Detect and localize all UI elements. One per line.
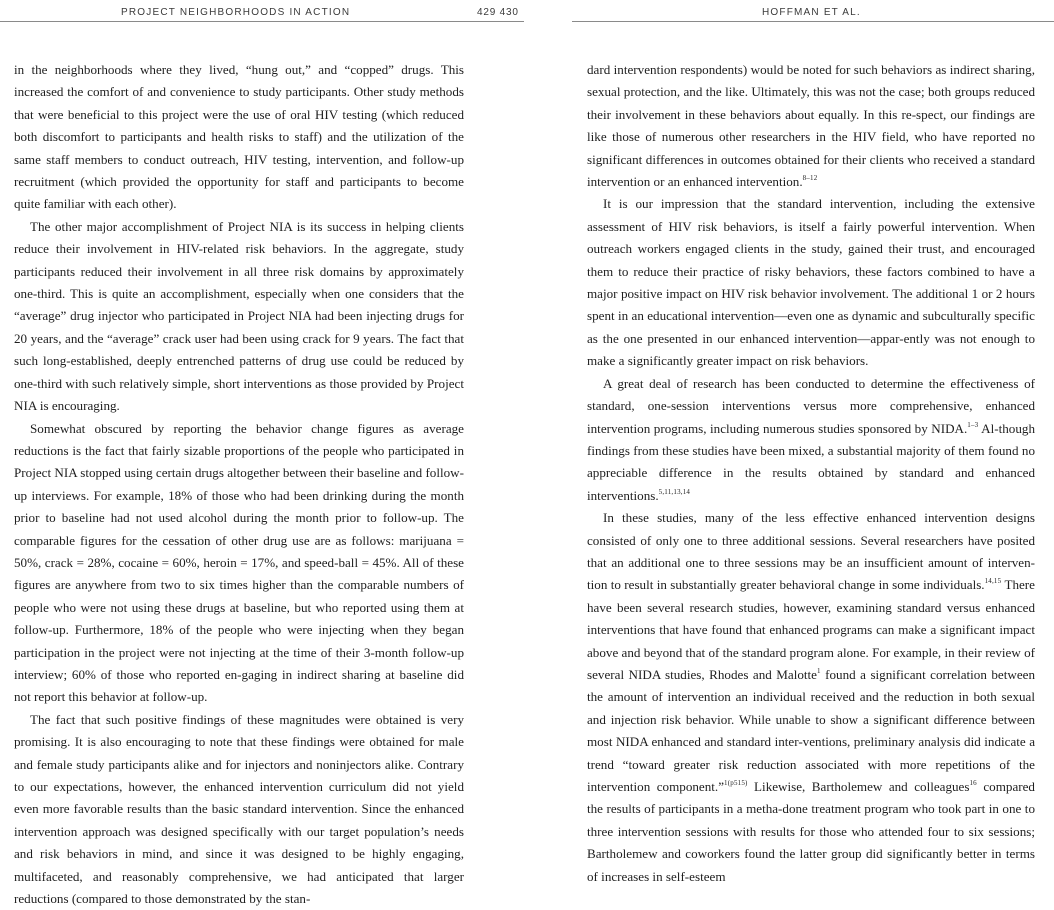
paragraph-text: Likewise, Bartholemew and colleagues (747, 779, 970, 794)
header-rule-right (572, 21, 1054, 22)
paragraph: The fact that such positive findings of these magnitudes were obtained is very promising. It is also encouraging to note that these findings were obtained for male and female study participants alike and for injectors and noninjectors alike. Contrary to our expectations, however, the enhanced intervention curriculum did not yield even more favorable results than the basic standard intervention. Since the enhanced intervention approach was designed specifically with our target population’s needs and risk behaviors in mind, and since it was designed to be highly engaging, multifaceted, and reasonably comprehensive, we had anticipated that larger reductions (compared to those demonstrated by the stan- (14, 711, 464, 907)
citation-superscript: 1–3 (967, 420, 979, 429)
paragraph-text: found a significant correlation between the amount of intervention an individual received and the reduction in both sexual and injection risk behavior. While unable to show a significant difference between most NIDA enhanced and standard inter-ventions, preliminary analysis did indicate a trend “toward greater risk reduction associated with more repetitions of the intervention component.” (587, 666, 1035, 794)
paragraph-text: compared the results of participants in a metha-done treatment program who took part in one to three intervention sessions with results for those who attended four to six sessions; Bartholemew and coworkers found the latter group did significantly better in terms of increases in self-esteem (587, 779, 1035, 884)
right-page-column (587, 59, 1035, 888)
paragraph-text: In these studies, many of the less effective enhanced intervention designs consisted of only one to three additional sessions. Several researchers have posited that an additional one to three sessions may be an insufficient amount of interven-tion to result in substantially greater behavioral change in some individuals. (587, 510, 1035, 593)
citation-superscript: 8–12 (802, 174, 818, 183)
paragraph: in the neighborhoods where they lived, “hung out,” and “copped” drugs. This increased the comfort of and convenience to study participants. Other study methods that were beneficial to this project were the use of oral HIV testing (which reduced both discomfort to participants and health risks to staff) and the utilization of the same staff members to conduct outreach, HIV testing, intervention, and follow-up recruitment (which provided the opportunity for staff and participants to become quite familiar with each other). (14, 62, 464, 212)
paragraph (587, 59, 1035, 193)
header-rule-left (0, 21, 524, 22)
paragraph-text: Al-though findings from these studies have been mixed, a substantial majority of them found no appreciable difference in the results obtained by standard and enhanced interventions. (587, 420, 1035, 503)
citation-superscript: 5,11,13,14 (658, 487, 691, 496)
citation-superscript: 16 (969, 779, 977, 787)
paragraph-text: dard intervention respondents) would be noted for such behaviors as indirect sharing, sexual protection, and the like. Ultimately, this was not the case; both groups reduced their involvement in these behaviors about equally. In this re-spect, our findings are like those of numerous other researchers in the HIV field, who have reported no significant differences in outcomes obtained for their clients who received a standard intervention or an enhanced intervention. (587, 62, 1035, 190)
citation-superscript: 1(p515) (724, 779, 748, 787)
paragraph (587, 507, 1035, 888)
running-head (0, 0, 1054, 24)
paragraph: It is our impression that the standard intervention, including the extensive assessment of HIV risk behaviors, is itself a fairly powerful intervention. When outreach workers engaged clients in the study, gained their trust, and encouraged them to reduce their practice of risky behaviors, these factors combined to have a major positive impact on HIV risk behavior involvement. The additional 1 or 2 hours spent in an educational intervention—even one as dynamic and subculturally specific as the one presented in our enhanced intervention—appar-ently was not enough to make a significantly greater impact on risk behaviors. (587, 196, 1035, 369)
left-page-column (14, 59, 464, 910)
paragraph (587, 373, 1035, 507)
paragraph: Somewhat obscured by reporting the behavior change figures as average reductions is the fact that fairly sizable proportions of the people who participated in Project NIA stopped using certain drugs altogether between their baseline and follow-up interviews. For example, 18% of those who had been drinking during the month prior to baseline had not used alcohol during the month prior to follow-up. The comparable figures for the cessation of other drug use are as follows: marijuana = 50%, crack = 28%, cocaine = 60%, heroin = 17%, and speed-ball = 45%. All of these figures are anywhere from two to six times higher than the comparable numbers of people who were not using these drugs at baseline, but who reported using them at follow-up. Furthermore, 18% of the people who were injecting when they began participation in the project were not injecting at the time of their 3-month follow-up interview; 60% of those who reported en-gaging in indirect sharing at baseline did not report this behavior at follow-up. (14, 420, 464, 705)
running-head-authors: HOFFMAN ET AL. (762, 7, 861, 18)
paragraph-text: There have been several research studies, however, examining standard versus enhanced interventions that have found that enhanced programs can make a significant impact above and beyond that of the standard program alone. For example, in their review of several NIDA studies, Rhodes and Malotte (587, 577, 1035, 682)
citation-superscript: 1 (816, 666, 821, 675)
paragraph-text: A great deal of research has been conducted to determine the effectiveness of standard, one-session interventions versus more comprehensive, enhanced intervention programs, including numerous studies sponsored by NIDA. (587, 375, 1035, 436)
running-head-title: PROJECT NEIGHBORHOODS IN ACTION (121, 7, 351, 18)
paragraph: The other major accomplishment of Project NIA is its success in helping clients reduce their involvement in HIV-related risk behaviors. In the aggregate, study participants reduced their involvement in all three risk domains by approximately one-third. This is quite an accomplishment, especially when one considers that the “average” drug injector who participated in Project NIA had been injecting drugs for 20 years, and the “average” crack user had been using crack for 9 years. The fact that such long-established, deeply entrenched patterns of drug use could be reduced by one-third with such relatively simple, short interventions as those provided by Project NIA is encouraging. (14, 218, 464, 414)
page-numbers: 429 430 (477, 7, 519, 18)
citation-superscript: 14,15 (984, 577, 1002, 586)
